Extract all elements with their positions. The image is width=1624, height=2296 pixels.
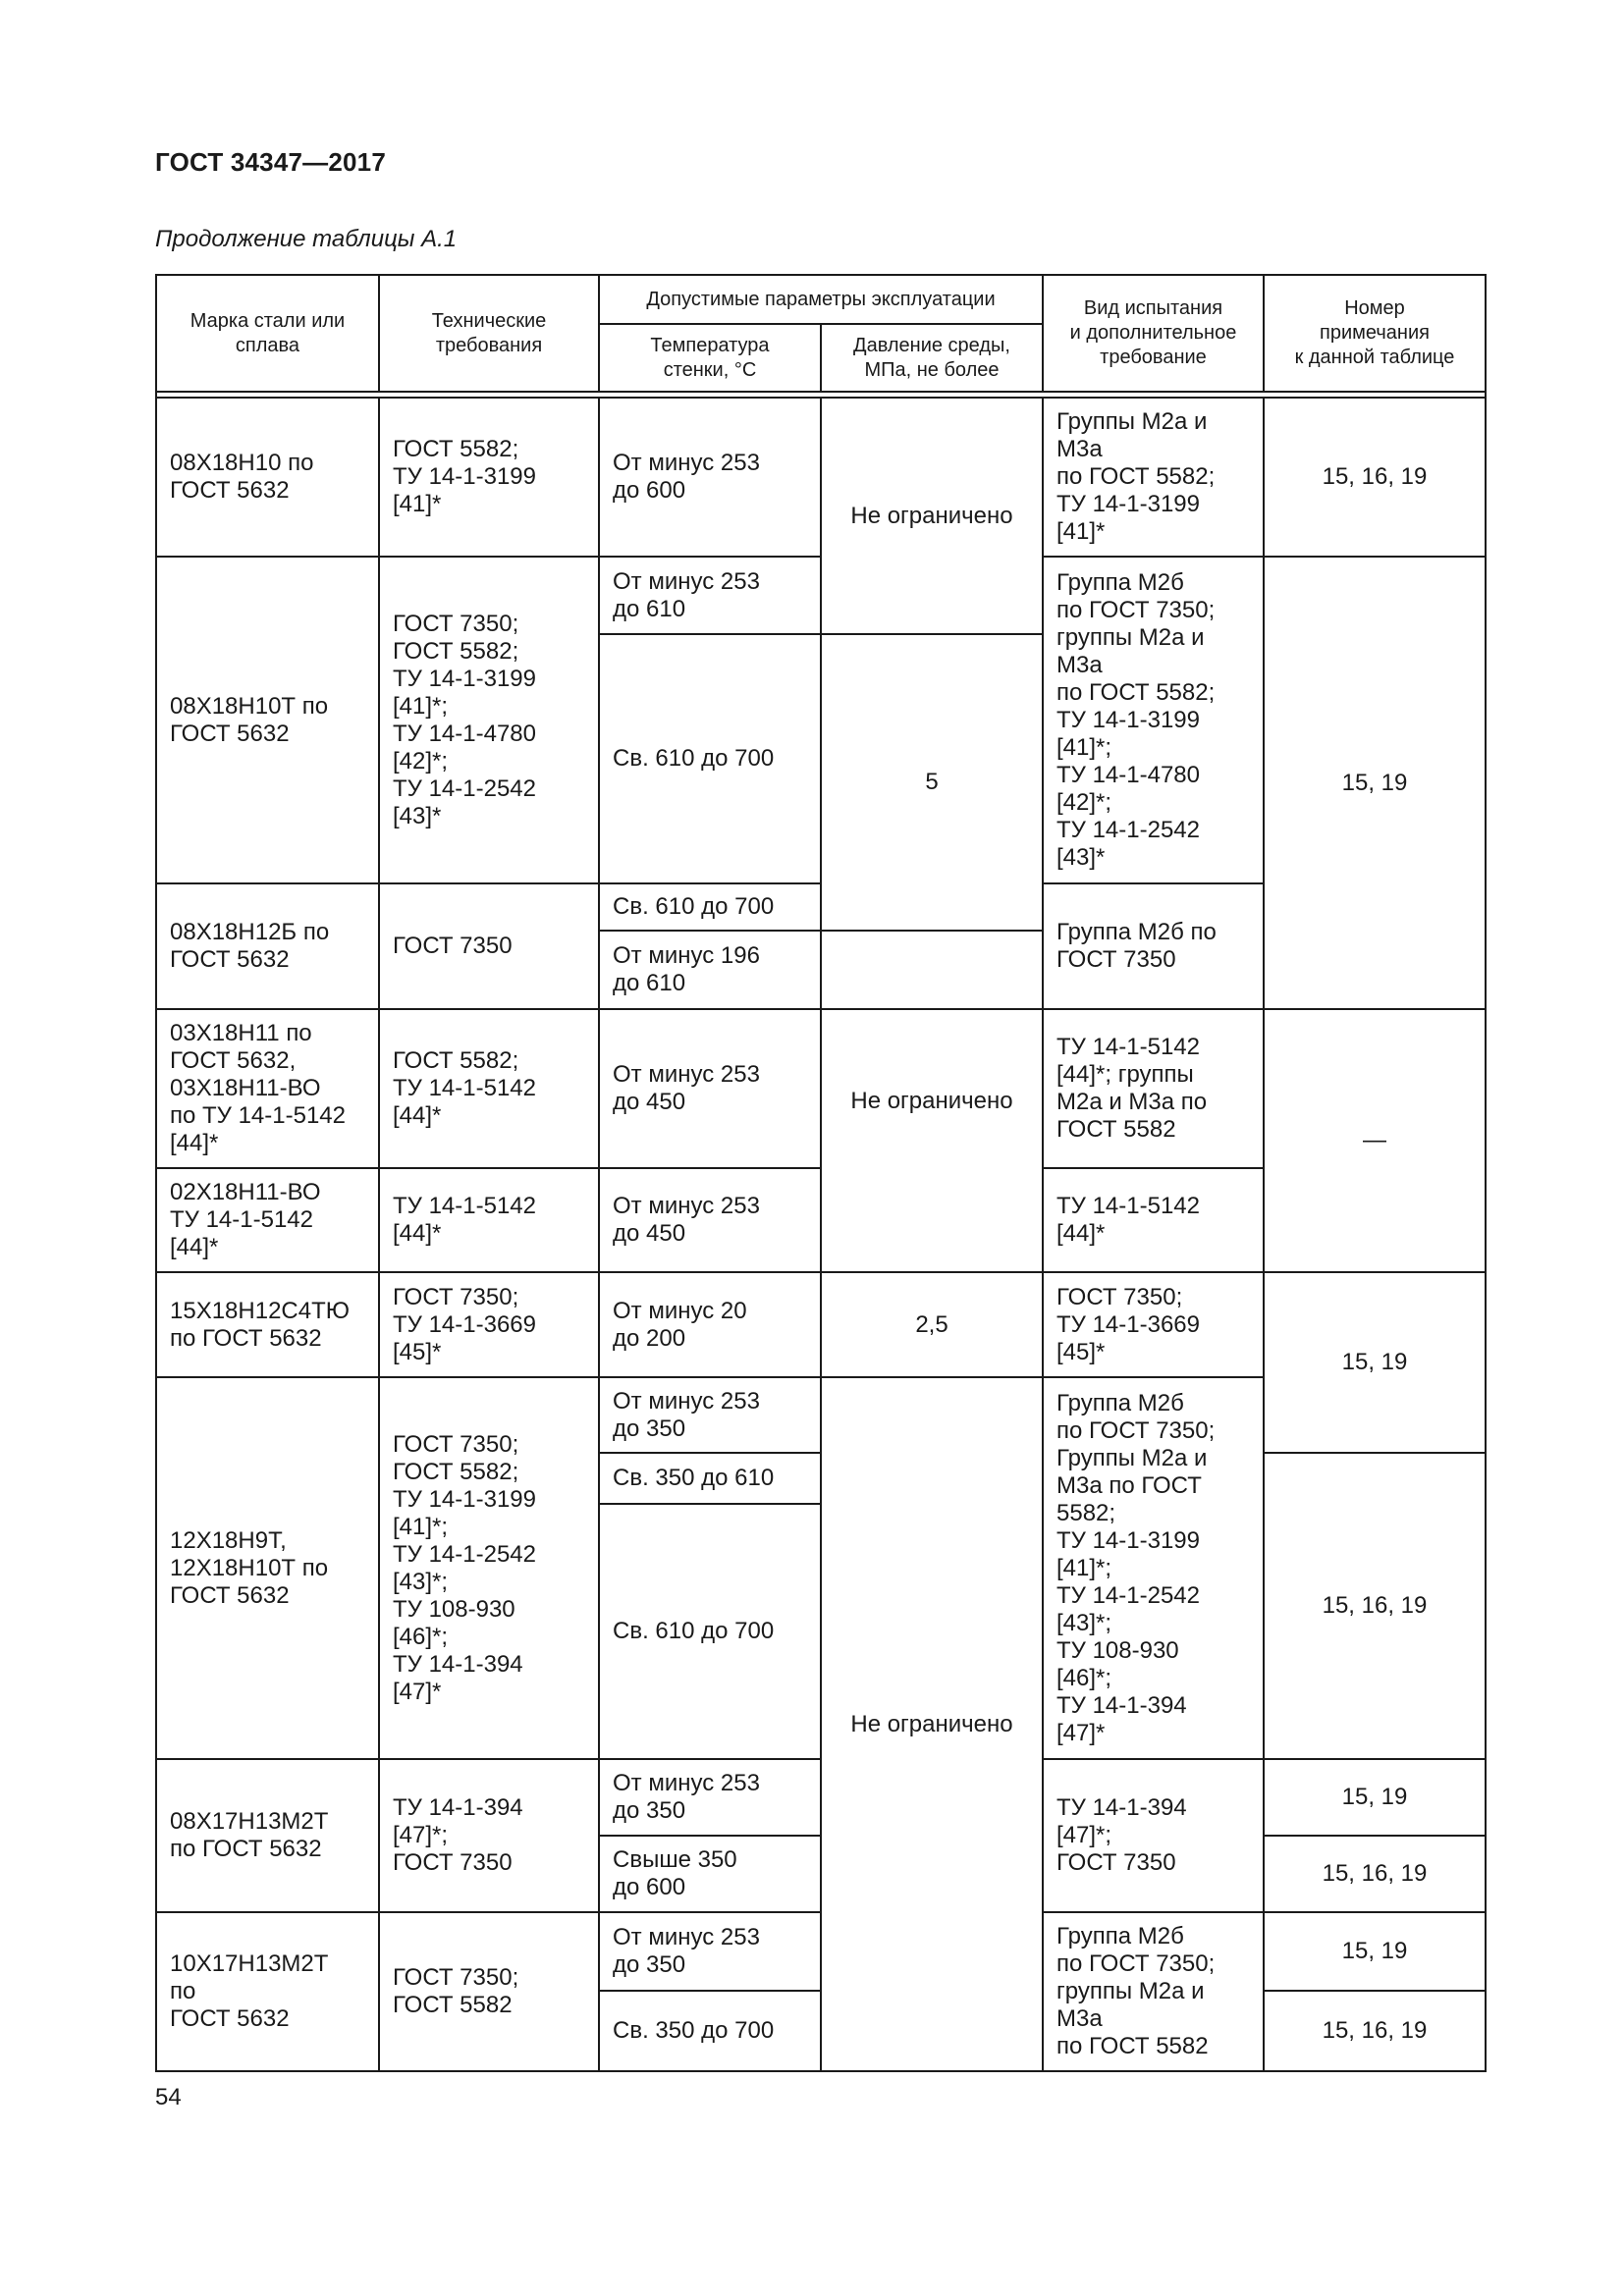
cell-note: 15, 16, 19 xyxy=(1322,2017,1428,2044)
cell-requirements: ТУ 14-1-5142 [44]* xyxy=(393,1193,536,1247)
cell-test-type: Группа М2б по ГОСТ 7350; Группы М2а и М3а по ГОСТ 5582; ТУ 14-1-3199 [41]*; ТУ 14-1-2542 [43]*; ТУ 108-930 [46]*; ТУ 14-1-394 [47]* xyxy=(1056,1389,1216,1746)
cell-requirements: ГОСТ 5582; ТУ 14-1-3199 [41]* xyxy=(393,436,536,517)
cell-note: 15, 16, 19 xyxy=(1322,1860,1428,1887)
cell-temperature: Св. 610 до 700 xyxy=(613,745,775,772)
cell-pressure: Не ограничено xyxy=(850,1710,1013,1737)
cell-temperature: От минус 253 до 450 xyxy=(613,1061,760,1115)
header-steel-grade: Марка стали или сплава xyxy=(189,309,346,356)
cell-note: 15, 19 xyxy=(1341,1938,1408,1964)
cell-temperature: От минус 253 до 350 xyxy=(613,1387,760,1442)
cell-temperature: Св. 350 до 700 xyxy=(613,2017,775,2044)
header-test-type: Вид испытания и дополнительное требование xyxy=(1069,297,1237,368)
header-note-number: Номер примечания к данной таблице xyxy=(1294,297,1455,368)
cell-note: 15, 19 xyxy=(1341,1784,1408,1810)
cell-note: 15, 16, 19 xyxy=(1322,1592,1428,1619)
page-number: 54 xyxy=(155,2084,182,2110)
cell-grade: 08Х18Н10 по ГОСТ 5632 xyxy=(170,450,314,504)
header-technical-requirements: Технические требования xyxy=(431,309,547,356)
cell-test-type: ТУ 14-1-394 [47]*; ГОСТ 7350 xyxy=(1056,1794,1187,1876)
cell-temperature: Св. 610 до 700 xyxy=(613,893,775,920)
cell-temperature: От минус 253 до 450 xyxy=(613,1193,760,1247)
cell-test-type: ГОСТ 7350; ТУ 14-1-3669 [45]* xyxy=(1056,1283,1200,1365)
cell-test-type: ТУ 14-1-5142 [44]*; группы М2а и М3а по ГОСТ 5582 xyxy=(1056,1034,1208,1143)
cell-requirements: ГОСТ 7350; ГОСТ 5582; ТУ 14-1-3199 [41]*; ТУ 14-1-2542 [43]*; ТУ 108-930 [46]*; ТУ 14-1-394 [47]* xyxy=(393,1430,536,1705)
cell-pressure: Не ограничено xyxy=(850,502,1013,529)
cell-requirements: ГОСТ 7350; ГОСТ 5582; ТУ 14-1-3199 [41]*; ТУ 14-1-4780 [42]*; ТУ 14-1-2542 [43]* xyxy=(393,610,536,829)
cell-test-type: ТУ 14-1-5142 [44]* xyxy=(1056,1193,1200,1247)
cell-pressure: 5 xyxy=(925,769,939,795)
document-title: ГОСТ 34347—2017 xyxy=(155,147,386,177)
cell-temperature: Св. 610 до 700 xyxy=(613,1618,775,1644)
header-medium-pressure: Давление среды, МПа, не более xyxy=(853,334,1010,381)
cell-temperature: От минус 253 до 350 xyxy=(613,1924,760,1978)
cell-grade: 15Х18Н12С4ТЮ по ГОСТ 5632 xyxy=(170,1297,351,1352)
cell-pressure: 2,5 xyxy=(915,1310,948,1338)
cell-temperature: От минус 253 до 350 xyxy=(613,1770,760,1824)
cell-temperature: Свыше 350 до 600 xyxy=(613,1846,737,1900)
cell-grade: 12Х18Н9Т, 12Х18Н10Т по ГОСТ 5632 xyxy=(170,1526,329,1609)
table-caption: Продолжение таблицы А.1 xyxy=(155,226,458,252)
cell-note: — xyxy=(1363,1127,1386,1153)
cell-pressure: Не ограничено xyxy=(850,1088,1013,1114)
cell-grade: 08Х18Н12Б по ГОСТ 5632 xyxy=(170,919,330,973)
cell-temperature: Св. 350 до 610 xyxy=(613,1465,775,1491)
cell-note: 15, 19 xyxy=(1341,1349,1408,1375)
cell-grade: 08Х18Н10Т по ГОСТ 5632 xyxy=(170,692,329,747)
cell-requirements: ГОСТ 5582; ТУ 14-1-5142 [44]* xyxy=(393,1047,536,1129)
cell-requirements: ТУ 14-1-394 [47]*; ГОСТ 7350 xyxy=(393,1794,523,1876)
cell-note: 15, 16, 19 xyxy=(1322,463,1428,490)
cell-test-type: Группа М2б по ГОСТ 7350; группы М2а и М3а по ГОСТ 5582; ТУ 14-1-3199 [41]*; ТУ 14-1-4780 [42]*; ТУ 14-1-2542 [43]* xyxy=(1056,568,1216,871)
cell-grade: 10Х17Н13М2Т по ГОСТ 5632 xyxy=(170,1950,329,2032)
cell-grade: 03Х18Н11 по ГОСТ 5632, 03Х18Н11-ВО по ТУ 14-1-5142 [44]* xyxy=(170,1020,347,1156)
cell-test-type: Группа М2б по ГОСТ 7350; группы М2а и М3а по ГОСТ 5582 xyxy=(1056,1923,1216,2059)
cell-note: 15, 19 xyxy=(1341,769,1408,796)
cell-test-type: Группа М2б по ГОСТ 7350 xyxy=(1056,919,1217,973)
cell-temperature: От минус 253 до 600 xyxy=(613,450,760,504)
cell-requirements: ГОСТ 7350; ТУ 14-1-3669 [45]* xyxy=(393,1283,536,1365)
cell-temperature: От минус 253 до 610 xyxy=(613,567,760,622)
cell-test-type: Группы М2а и М3а по ГОСТ 5582; ТУ 14-1-3199 [41]* xyxy=(1056,408,1216,545)
cell-grade: 02Х18Н11-ВО ТУ 14-1-5142 [44]* xyxy=(170,1179,321,1260)
cell-requirements: ГОСТ 7350 xyxy=(393,933,513,959)
cell-temperature: От минус 196 до 610 xyxy=(613,942,760,996)
header-operating-parameters: Допустимые параметры эксплуатации xyxy=(646,288,996,310)
cell-grade: 08Х17Н13М2Т по ГОСТ 5632 xyxy=(170,1808,329,1862)
cell-requirements: ГОСТ 7350; ГОСТ 5582 xyxy=(393,1964,519,2018)
header-wall-temperature: Температура стенки, °С xyxy=(650,334,770,381)
cell-temperature: От минус 20 до 200 xyxy=(613,1297,747,1352)
